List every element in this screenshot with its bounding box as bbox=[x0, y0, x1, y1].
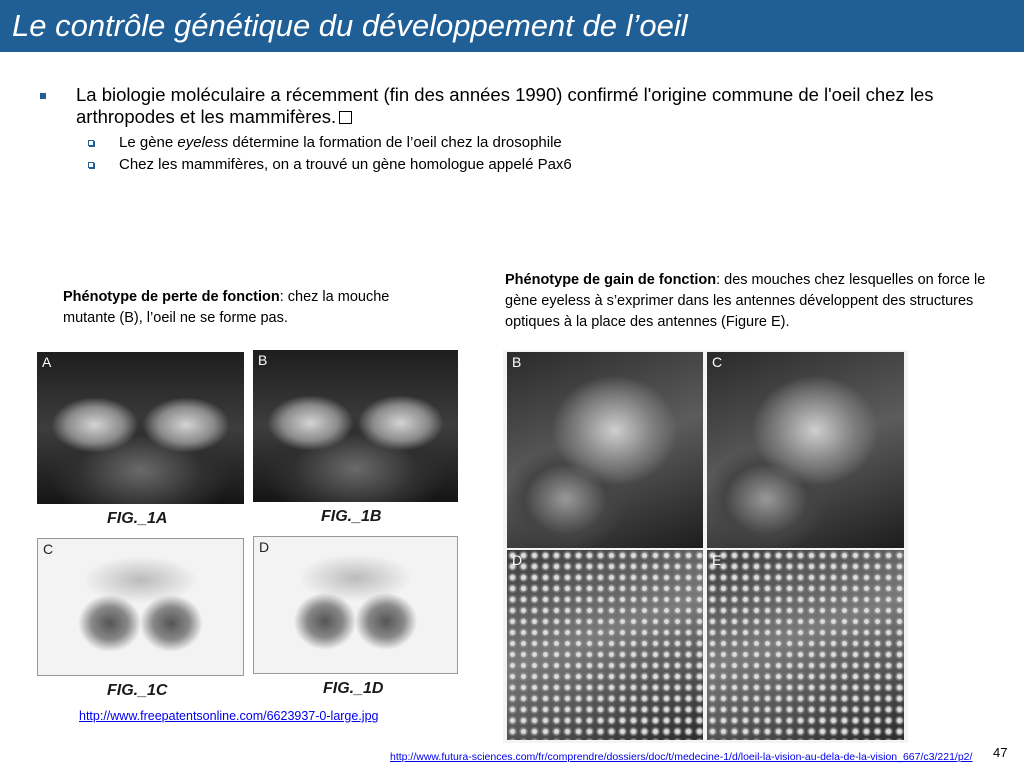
caption-left-heading: Phénotype de perte de fonction bbox=[63, 289, 280, 305]
source-link-patent[interactable]: http://www.freepatentsonline.com/6623937-0-large.jpg bbox=[79, 709, 379, 723]
caption-right-heading: Phénotype de gain de fonction bbox=[505, 272, 717, 288]
slide-title: Le contrôle génétique du développement de l’oeil bbox=[12, 8, 688, 43]
sub-bullet bbox=[36, 154, 996, 176]
panel-letter: B bbox=[258, 352, 268, 368]
gene-name: eyeless bbox=[177, 134, 229, 151]
caption-left-text: : chez la mouche mutante (B), l’oeil ne se forme pas. bbox=[63, 289, 390, 326]
panel-letter: D bbox=[512, 552, 523, 568]
panel-letter: B bbox=[512, 354, 522, 370]
title-bar bbox=[0, 0, 1024, 52]
source-link-futura[interactable]: http://www.futura-sciences.com/fr/comprendre/dossiers/doc/t/medecine-1/d/loeil-la-vision-au-dela-de-la-vision_667/c3/221/p2/ bbox=[390, 751, 973, 763]
micrograph-panel-a bbox=[37, 352, 244, 504]
sub-bullet-text: Chez les mammifères, on a trouvé un gène homologue appelé Pax6 bbox=[119, 156, 572, 173]
micrograph-panel-b bbox=[253, 350, 458, 502]
caption-right-text: : des mouches chez lesquelles on force le gène eyeless à s’exprimer dans les antennes développent des structures optiques à la place des antennes (Figure E). bbox=[505, 272, 986, 330]
main-bullet bbox=[36, 84, 996, 128]
hollow-square-bullet-icon bbox=[88, 140, 94, 146]
page-number: 47 bbox=[993, 745, 1008, 760]
sub-bullet-text-before: Le gène bbox=[119, 134, 178, 151]
sub-bullet-list bbox=[36, 132, 996, 176]
figure-ectopic-eyes bbox=[503, 350, 908, 743]
panel-letter: C bbox=[43, 541, 54, 557]
panel-letter: E bbox=[712, 552, 722, 568]
panel-letter: A bbox=[42, 354, 52, 370]
figure-label: FIG._1B bbox=[321, 508, 382, 525]
sub-bullet-text-after: détermine la formation de l’oeil chez la drosophile bbox=[228, 134, 562, 151]
micrograph-panel-b bbox=[507, 352, 703, 548]
figure-patent-mutant-flies bbox=[35, 348, 463, 704]
figure-label: FIG._1C bbox=[107, 682, 168, 699]
micrograph-panel-d bbox=[507, 550, 703, 740]
figure-label: FIG._1A bbox=[107, 510, 168, 527]
hollow-square-bullet-icon bbox=[88, 162, 94, 168]
section-panel-d bbox=[253, 536, 458, 674]
main-bullet-text: La biologie moléculaire a récemment (fin des années 1990) confirmé l'origine commune de l'oeil chez les arthropodes et les mammifères. bbox=[76, 84, 934, 127]
panel-letter: D bbox=[259, 539, 270, 555]
bullet-list bbox=[36, 84, 996, 176]
micrograph-panel-c bbox=[707, 352, 904, 548]
section-panel-c bbox=[37, 538, 244, 676]
caption-loss-of-function bbox=[63, 287, 423, 329]
sub-bullet bbox=[36, 132, 996, 154]
caption-gain-of-function bbox=[505, 270, 995, 333]
micrograph-panel-e bbox=[707, 550, 904, 740]
empty-box-icon bbox=[339, 111, 352, 124]
panel-letter: C bbox=[712, 354, 723, 370]
figure-label: FIG._1D bbox=[323, 680, 384, 697]
square-bullet-icon bbox=[40, 93, 46, 99]
